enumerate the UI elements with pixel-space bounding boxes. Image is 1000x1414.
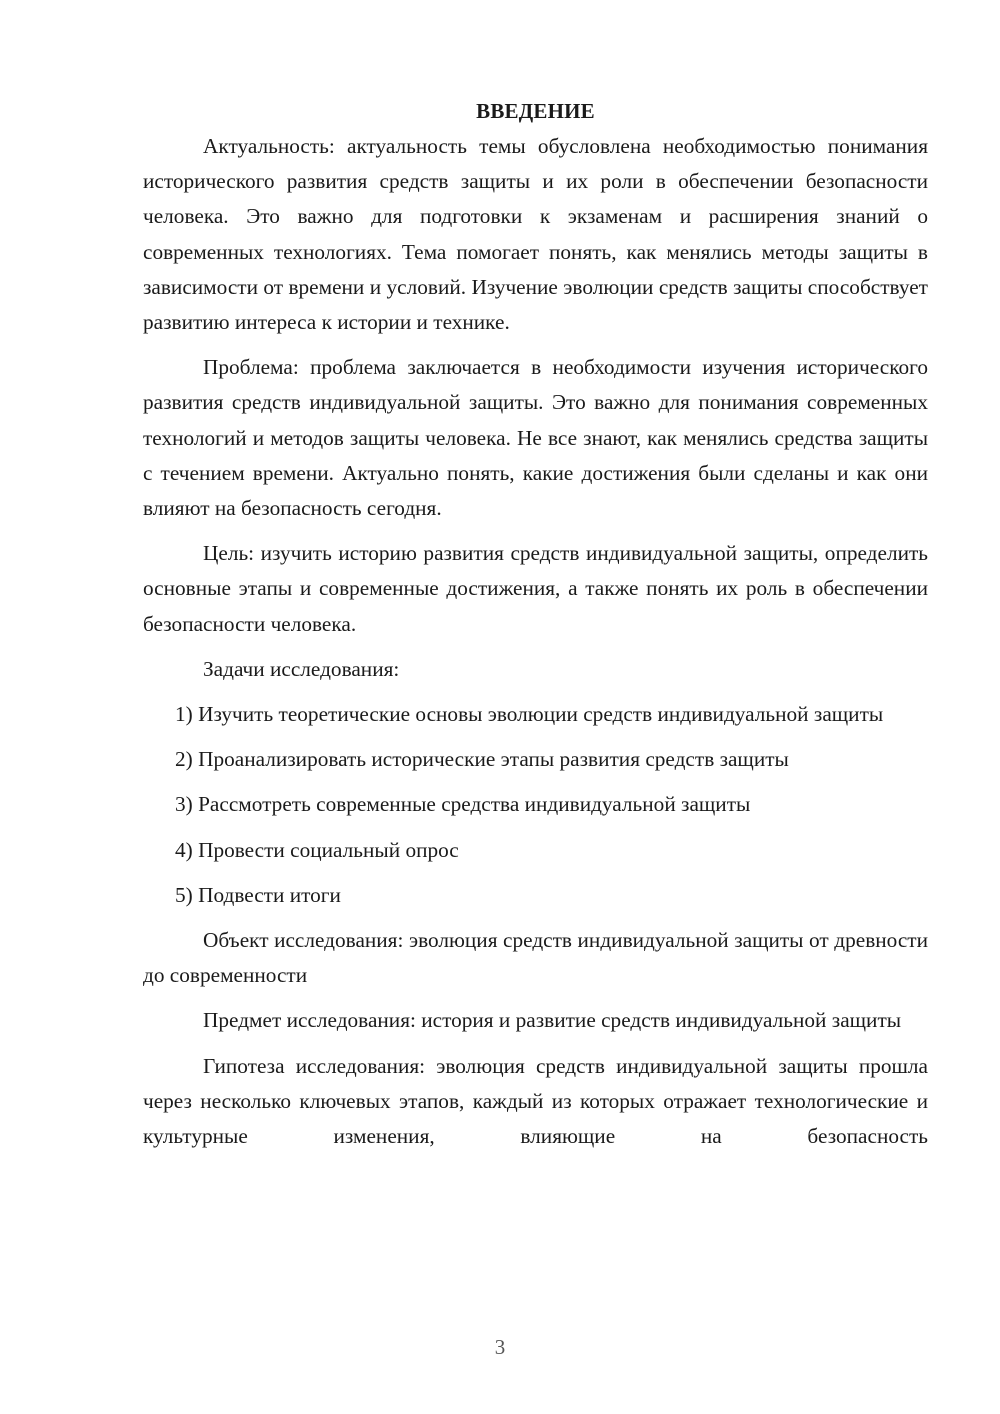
- task-item-3: 3) Рассмотреть современные средства индивидуальной защиты: [175, 792, 751, 817]
- task-item-1: 1) Изучить теоретические основы эволюции средств индивидуальной защиты: [175, 702, 884, 727]
- paragraph-relevance: Актуальность: актуальность темы обусловлена необходимостью понимания исторического развития средств защиты и их роли в обеспечении безопасности человека. Это важно для подготовки к экзаменам и расширения знаний о современных технологиях. Тема помогает понять, как менялись методы защиты в зависимости от времени и условий. Изучение эволюции средств защиты способствует развитию интереса к истории и технике.: [143, 134, 928, 335]
- task-item-5: 5) Подвести итоги: [175, 882, 341, 907]
- page-content: [143, 94, 928, 1164]
- paragraph-problem: Проблема: проблема заключается в необходимости изучения исторического развития средств индивидуальной защиты. Это важно для понимания современных технологий и методов защиты человека. Не все знают, как менялись средства защиты с течением времени. Актуально понять, какие достижения были сделаны и как они влияют на безопасность сегодня.: [143, 355, 928, 521]
- paragraph-hypothesis: Гипотеза исследования: эволюция средств индивидуальной защиты прошла через несколько ключевых этапов, каждый из которых отражает технологические и культурные изменения, влияющие на безопасность: [143, 1053, 928, 1149]
- task-item-4: 4) Провести социальный опрос: [175, 837, 459, 862]
- section-title: ВВЕДЕНИЕ: [476, 99, 595, 123]
- paragraph-subject: Предмет исследования: история и развитие средств индивидуальной защиты: [203, 1008, 902, 1033]
- paragraph-object: Объект исследования: эволюция средств индивидуальной защиты от древности до современности: [143, 928, 928, 988]
- task-item-2: 2) Проанализировать исторические этапы развития средств защиты: [175, 747, 789, 772]
- paragraph-tasks-heading: Задачи исследования:: [203, 656, 400, 681]
- page-number: 3: [494, 1335, 506, 1359]
- paragraph-goal: Цель: изучить историю развития средств индивидуальной защиты, определить основные этапы и современные достижения, а также понять их роль в обеспечении безопасности человека.: [143, 541, 928, 636]
